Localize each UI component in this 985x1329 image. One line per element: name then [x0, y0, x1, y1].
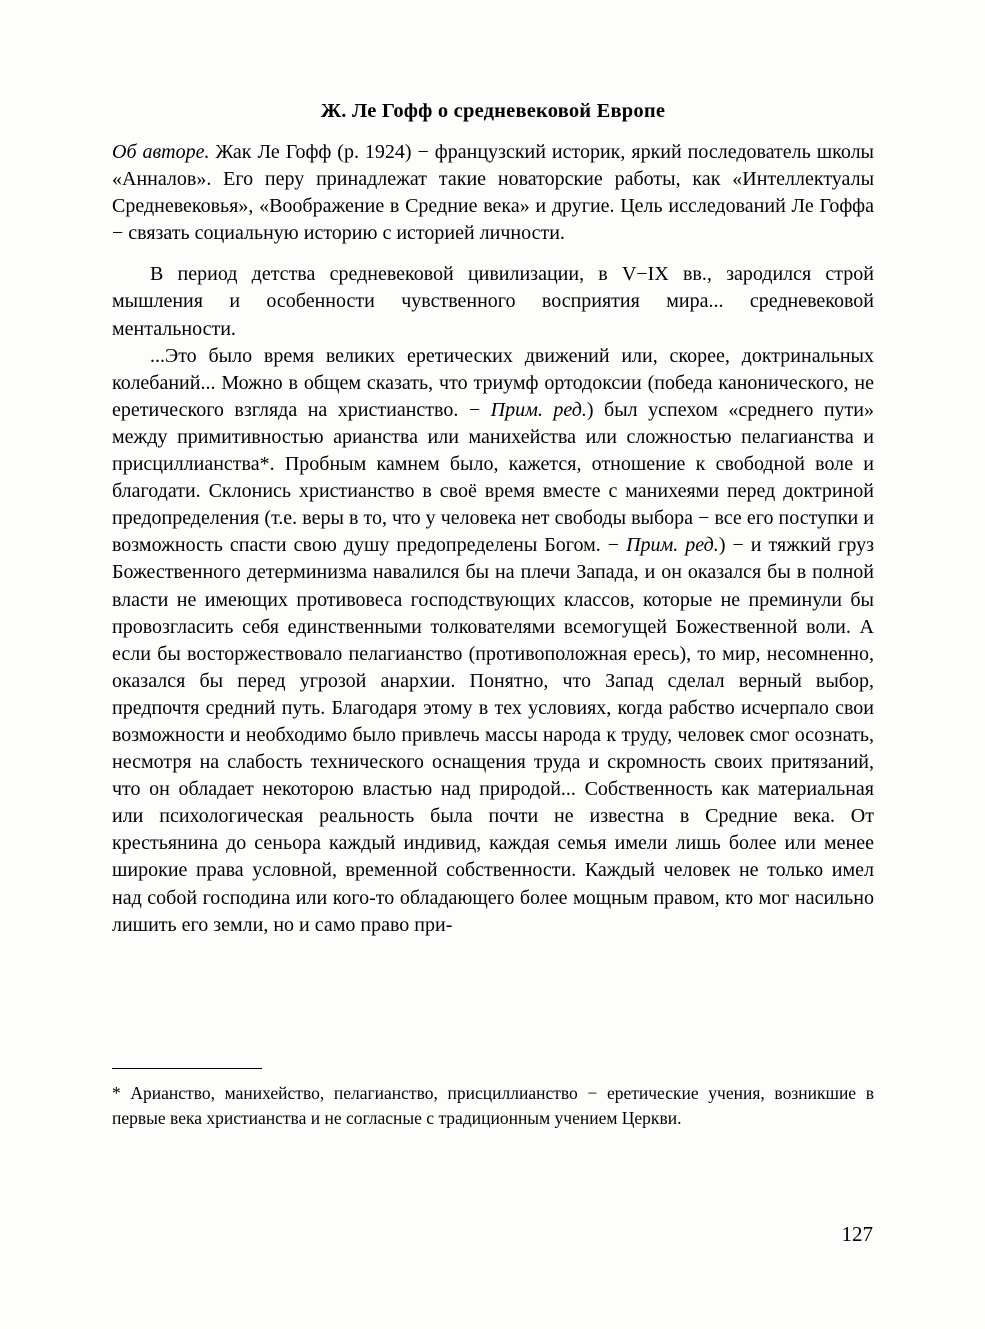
page-content [112, 100, 874, 939]
page-number: 127 [841, 1222, 873, 1246]
editor-note-1: Прим. ред. [490, 398, 587, 421]
footnote-block [112, 1068, 874, 1130]
paragraph-2-part-3: ) − и тяжкий груз Божественного детерминизма навалился бы на плечи Запада, и он оказался бы в полной власти не имеющих противовеса господствующих классов, которые не преминули бы провозгласить себя единственными толкователями всемогущей Божественной воли. А если бы восторжествовало пелагианство (противоположная ересь), то мир, несомненно, оказался бы перед угрозой анархии. Понятно, что Запад сделал верный выбор, предпочтя средний путь. Благодаря этому в тех условиях, когда рабство исчерпало свои возможности и необходимо было привлечь массы народа к труду, человек смог осознать, несмотря на слабость технического оснащения труда и скромность своих притязаний, что он обладает некоторою властью над природой... Собственность как материальная или психологическая реальность была почти не известна в Средние века. От крестьянина до сеньора каждый индивид, каждая семья имели лишь более или менее широкие права условной, временной собственности. Каждый человек не только имел над собой господина или кого-то обладающего более мощным правом, кто мог насильно лишить его земли, но и само право при- [112, 534, 875, 936]
body-paragraph-2 [112, 343, 874, 939]
about-author-paragraph [112, 139, 874, 247]
about-author-text: Жак Ле Гофф (р. 1924) − французский историк, яркий последователь школы «Анналов». Его перу принадлежат такие новаторские работы, как «Интеллектуалы Средневековья», «Воображение в Средние века» и другие. Цель исследований Ле Гоффа − связать социальную историю с историей личности. [112, 141, 874, 245]
paragraph-2-part-1: ...Это было время великих еретических движений или, скорее, доктринальных колебаний... Можно в общем сказать, что триумф ортодоксии (победа канонического, не еретического взгляда на христианство. − [112, 344, 874, 421]
body-paragraph-1: В период детства средневековой цивилизации, в V−IX вв., зародился строй мышления и особенности чувственного восприятия мира... средневековой ментальности. [112, 263, 874, 340]
about-author-label: Об авторе. [112, 141, 210, 163]
footnote-text: * Арианство, манихейство, пелагианство, присциллианство − еретические учения, возникшие в первые века христианства и не согласные с традиционным учением Церкви. [112, 1083, 874, 1128]
page-title: Ж. Ле Гофф о средневековой Европе [320, 100, 666, 122]
footnote-divider [112, 1068, 262, 1069]
paragraph-2-part-2: ) был успехом «среднего пути» между примитивностью арианства или манихейства или сложностью пелагианства и присциллианства*. Пробным камнем было, кажется, отношение к свободной воле и благодати. Склонись христианство в своё время вместе с манихеями перед доктриной предопределения (т.е. веры в то, что у человека нет свободы выбора − все его поступки и возможность спасти свою душу предопределены Богом. − [112, 398, 874, 557]
editor-note-2: Прим. ред. [626, 534, 719, 557]
